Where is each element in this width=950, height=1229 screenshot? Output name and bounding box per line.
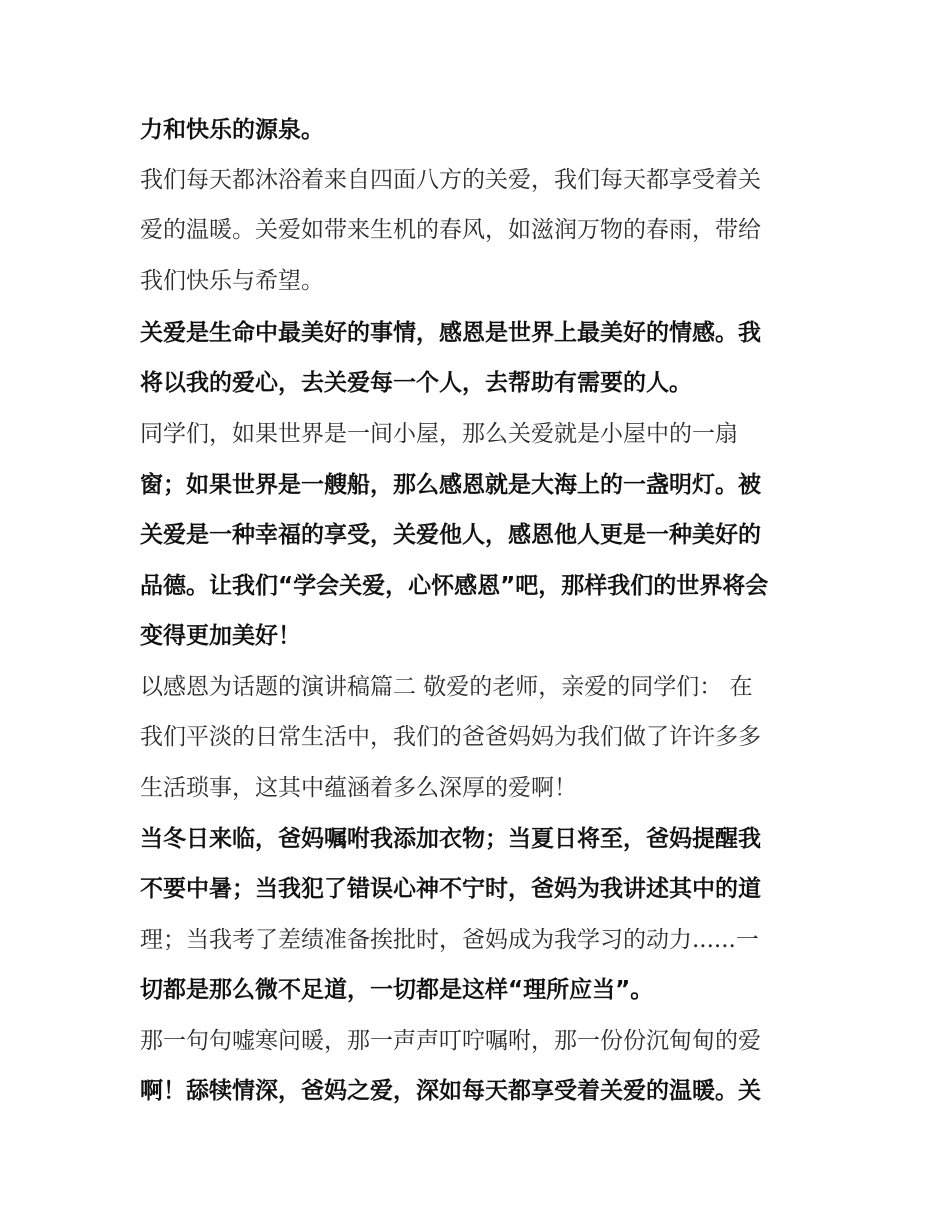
text-line: 啊！舔犊情深，爸妈之爱，深如每天都享受着关爱的温暖。关 bbox=[140, 1078, 761, 1104]
text-line: 那一句句嘘寒问暖，那一声声叮咛嘱咐，那一份份沉甸甸的爱 bbox=[140, 1028, 761, 1054]
text-line: 切都是那么微不足道，一切都是这样“理所应当”。 bbox=[140, 977, 654, 1003]
text-line: 不要中暑；当我犯了错误心神不宁时，爸妈为我讲述其中的道 bbox=[140, 876, 761, 902]
text-line: 当冬日来临，爸妈嘱咐我添加衣物；当夏日将至，爸妈提醒我 bbox=[140, 826, 761, 852]
text-line: 爱的温暖。关爱如带来生机的春风，如滋润万物的春雨，带给 bbox=[140, 217, 761, 243]
text-line: 品德。让我们“学会关爱，心怀感恩”吧，那样我们的世界将会 bbox=[140, 573, 769, 599]
text-line: 我们每天都沐浴着来自四面八方的关爱，我们每天都享受着关 bbox=[140, 167, 761, 193]
text-line: 关爱是一种幸福的享受，关爱他人，感恩他人更是一种美好的 bbox=[140, 522, 761, 548]
text-line: 力和快乐的源泉。 bbox=[140, 117, 324, 143]
text-line: 关爱是生命中最美好的事情，感恩是世界上最美好的情感。我 bbox=[140, 320, 761, 346]
text-line: 理；当我考了差绩准备挨批时，爸妈成为我学习的动力......一 bbox=[140, 927, 759, 953]
text-line: 以感恩为话题的演讲稿篇二 敬爱的老师，亲爱的同学们： 在 bbox=[140, 674, 753, 700]
text-line: 同学们，如果世界是一间小屋，那么关爱就是小屋中的一扇 bbox=[140, 421, 738, 447]
text-line: 生活琐事，这其中蕴涵着多么深厚的爱啊！ bbox=[140, 775, 577, 801]
text-line: 窗；如果世界是一艘船，那么感恩就是大海上的一盏明灯。被 bbox=[140, 472, 761, 498]
text-line: 我们快乐与希望。 bbox=[140, 268, 324, 294]
text-line: 将以我的爱心，去关爱每一个人，去帮助有需要的人。 bbox=[140, 370, 692, 396]
text-line: 我们平淡的日常生活中，我们的爸爸妈妈为我们做了许许多多 bbox=[140, 724, 761, 750]
text-line: 变得更加美好！ bbox=[140, 623, 301, 649]
